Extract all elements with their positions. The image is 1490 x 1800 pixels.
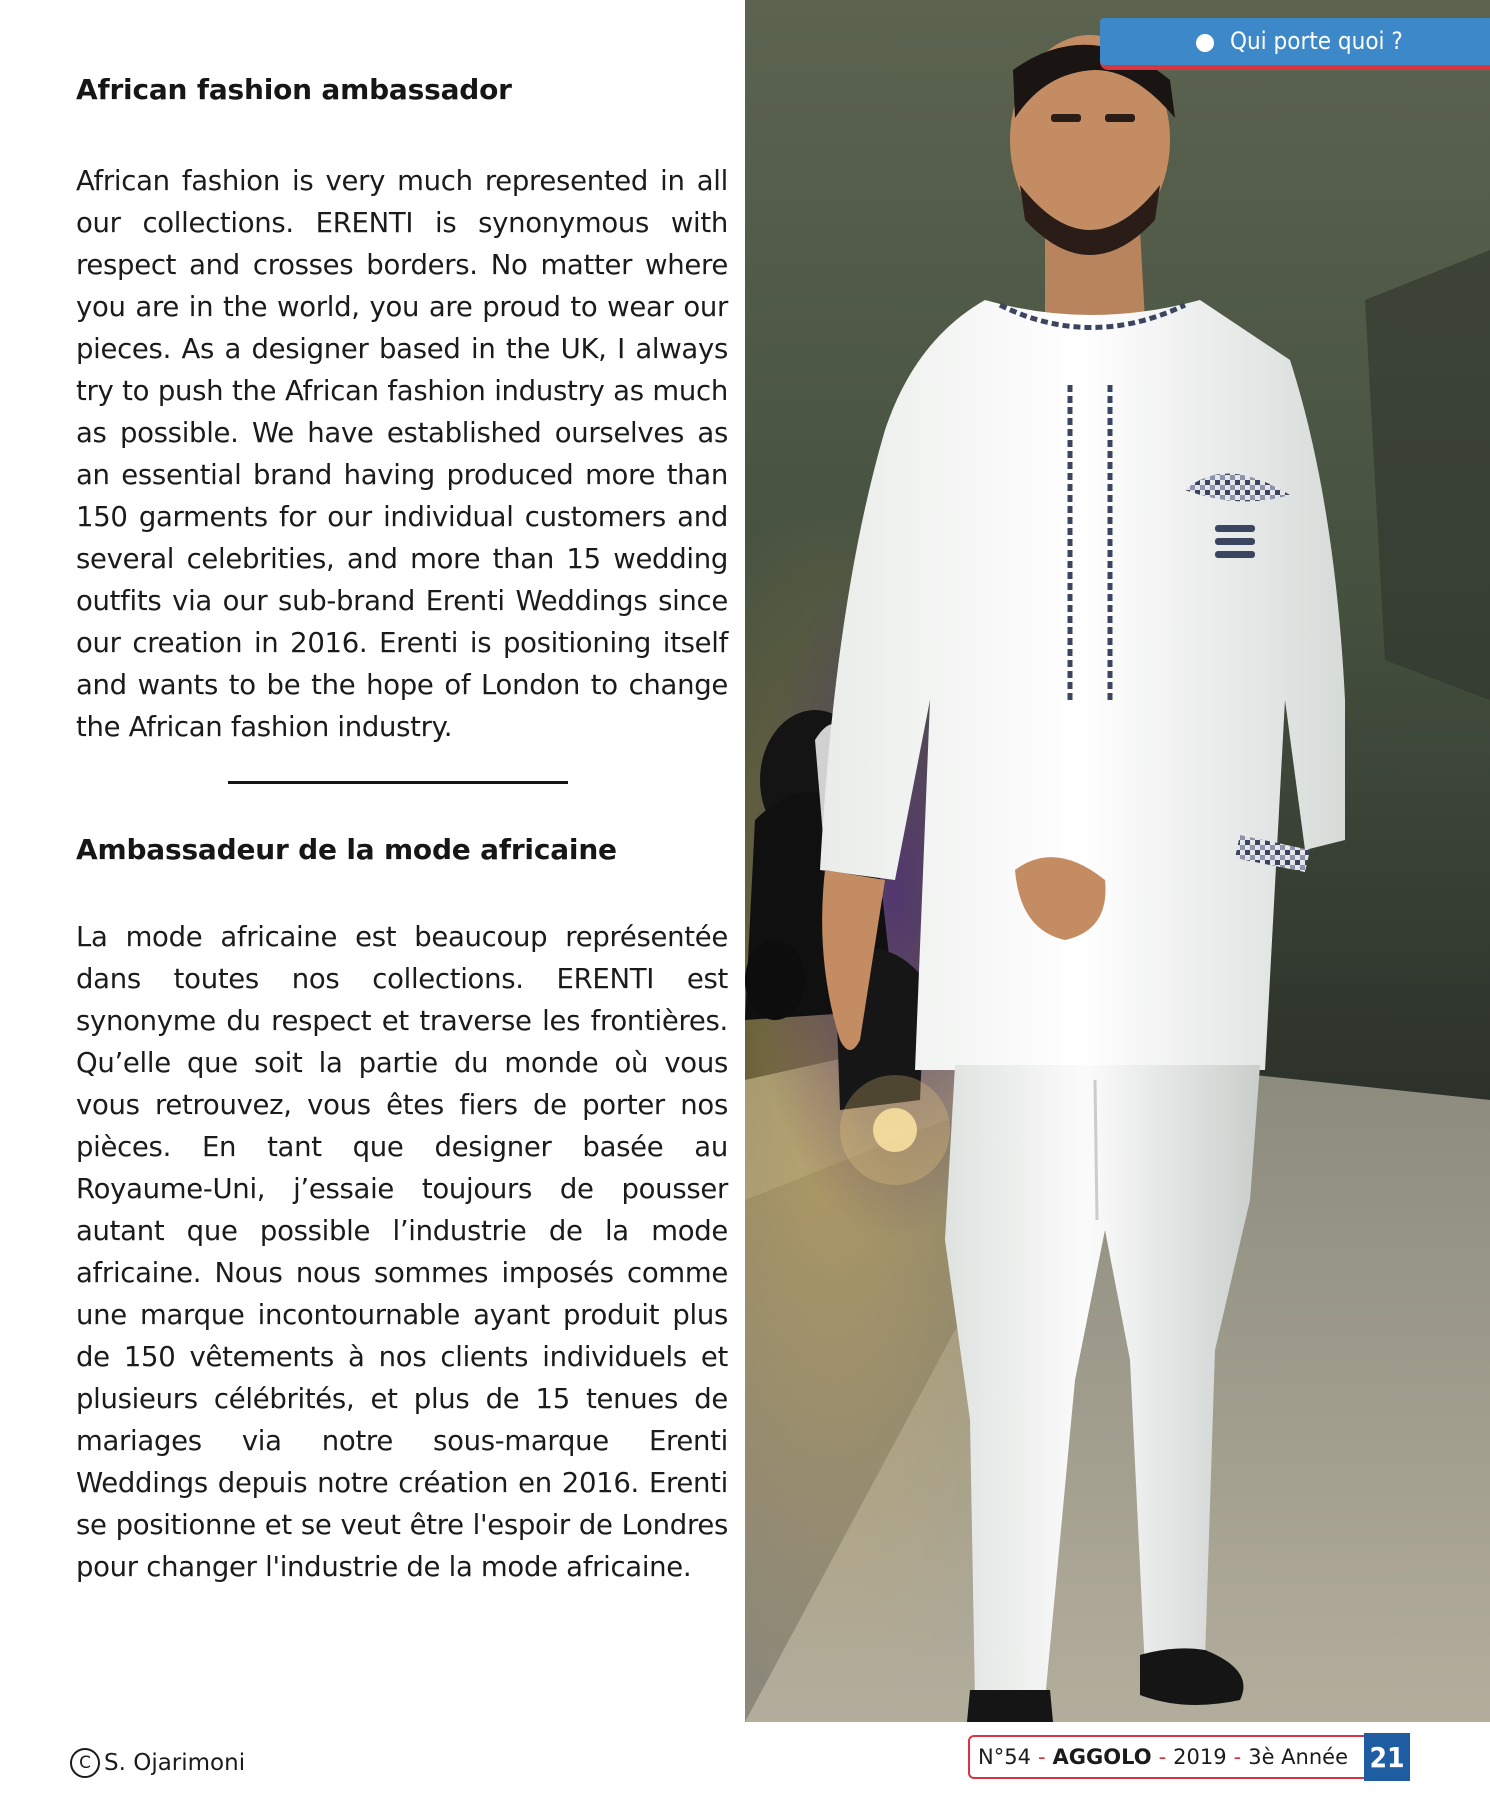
- french-heading: Ambassadeur de la mode africaine: [76, 833, 617, 866]
- magazine-name: AGGOLO: [1052, 1745, 1152, 1769]
- english-heading: African fashion ambassador: [76, 73, 512, 106]
- photo-credit-name: S. Ojarimoni: [104, 1750, 246, 1776]
- article-text-column: [76, 60, 728, 1588]
- issue-edition: 3è Année: [1248, 1745, 1348, 1769]
- french-paragraph: La mode africaine est beaucoup représentée dans toutes nos collections. ERENTI est synonyme du respect et traverse les frontières. Qu’elle que soit la partie du monde où vous vous retrouvez, vous êtes fiers de porter nos pièces. En tant que designer basée au Royaume-Uni, j’essaie toujours de pousser autant que possible l’industrie de la mode africaine. Nous nous sommes imposés comme une marque incontournable ayant produit plus de 150 vêtements à nos clients individuels et plusieurs célébrités, et plus de 15 tenues de mariages via notre sous-marque Erenti Weddings depuis notre création en 2016. Erenti se positionne et se veut être l'espoir de Londres pour changer l'industrie de la mode africaine.: [76, 921, 728, 1583]
- section-tab-label: Qui porte quoi ?: [1230, 27, 1403, 55]
- issue-separator: -: [1037, 1745, 1046, 1769]
- issue-year: 2019: [1173, 1745, 1227, 1769]
- bullet-dot-icon: [1196, 34, 1214, 52]
- issue-number: N°54: [978, 1745, 1031, 1769]
- english-paragraph: African fashion is very much represented in all our collections. ERENTI is synonymous with respect and crosses borders. No matter where you are in the world, you are proud to wear our pieces. As a designer based in the UK, I always try to push the African fashion industry as much as possible. We have established ourselves as an essential brand having produced more than 150 garments for our individual customers and several celebrities, and more than 15 wedding outfits via our sub-brand Erenti Weddings since our creation in 2016. Erenti is positioning itself and wants to be the hope of London to change the African fashion industry.: [76, 165, 728, 743]
- section-tab: [1100, 18, 1490, 70]
- section-divider: [228, 781, 568, 784]
- issue-separator: -: [1158, 1745, 1167, 1769]
- issue-separator: -: [1233, 1745, 1242, 1769]
- page-number: 21: [1364, 1733, 1410, 1781]
- photo-credit: [70, 1743, 245, 1783]
- runway-photo: [745, 0, 1490, 1722]
- section-divider-wrap: [76, 748, 728, 820]
- issue-info: [968, 1735, 1364, 1779]
- copyright-icon: C: [70, 1748, 100, 1778]
